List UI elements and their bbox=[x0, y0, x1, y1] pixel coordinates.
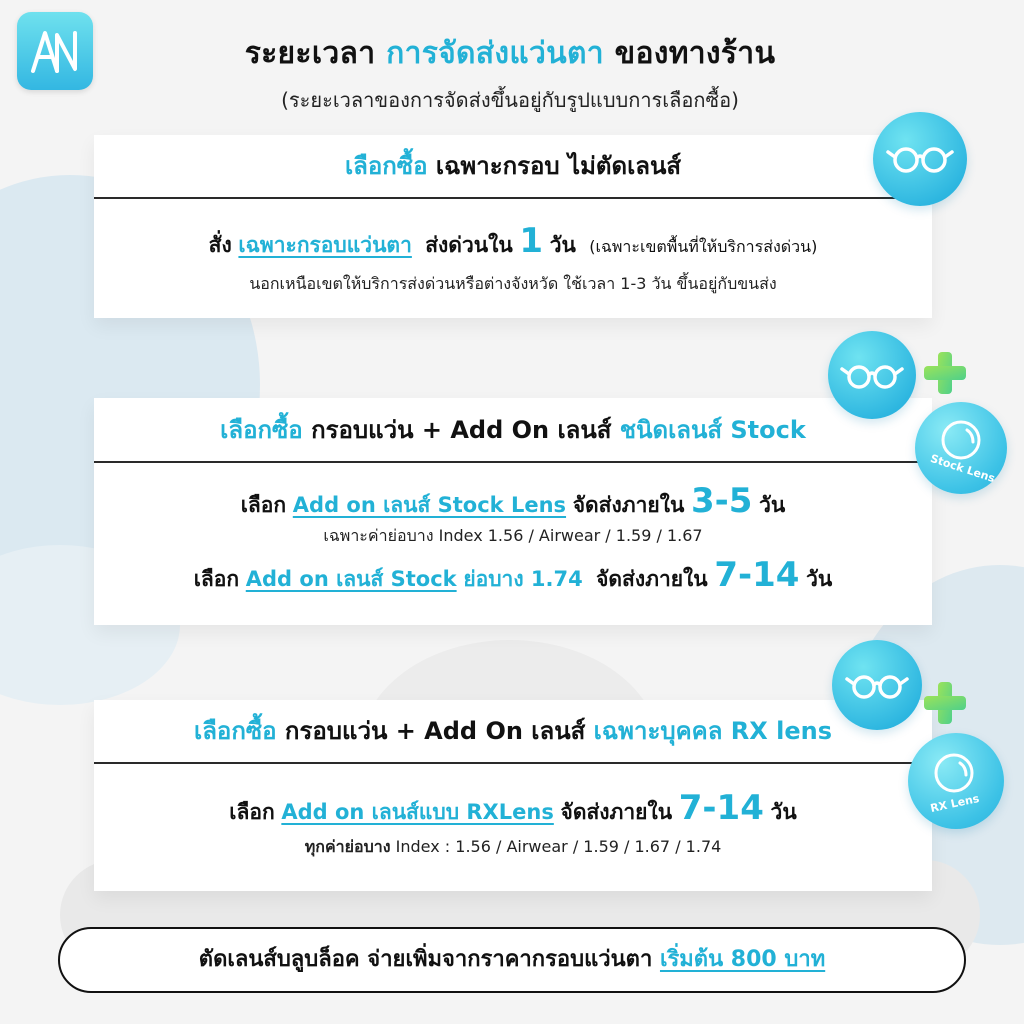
card-body bbox=[94, 481, 932, 596]
brand-logo bbox=[17, 12, 93, 90]
rx-lens-card bbox=[94, 700, 932, 891]
stock-lens-card bbox=[94, 398, 932, 625]
plus-icon bbox=[922, 680, 968, 726]
frame-only-link[interactable]: เฉพาะกรอบแว่นตา bbox=[238, 233, 412, 257]
logo-mark-icon bbox=[27, 23, 83, 79]
delivery-line: สั่ง เฉพาะกรอบแว่นตา ส่งด่วนใน 1 วัน (เฉพาะเขตพื้นที่ให้บริการส่งด่วน) bbox=[208, 221, 818, 261]
plus-icon bbox=[922, 350, 968, 396]
stock-174-link[interactable]: Add on เลนส์ Stock bbox=[245, 567, 457, 591]
index-note: ทุกค่าย่อบาง Index : 1.56 / Airwear / 1.59 / 1.67 / 1.74 bbox=[304, 837, 722, 856]
frame-only-card bbox=[94, 135, 932, 318]
glasses-badge bbox=[873, 112, 967, 206]
page-subtitle: (ระยะเวลาของการจัดส่งขึ้นอยู่กับรูปแบบการเลือกซื้อ) bbox=[281, 88, 739, 112]
price-link[interactable]: เริ่มต้น 800 บาท bbox=[659, 947, 826, 972]
delivery-line: เลือก Add on เลนส์ Stock Lens จัดส่งภายใน 3-5 วัน bbox=[240, 481, 786, 521]
card-header: เลือกซื้อ กรอบแว่น + Add On เลนส์ เฉพาะบุคคล RX lens bbox=[94, 700, 932, 764]
glasses-badge bbox=[832, 640, 922, 730]
stock-lens-link[interactable]: Add on เลนส์ Stock Lens bbox=[292, 493, 567, 517]
rx-lens-badge bbox=[908, 733, 1004, 829]
delivery-line: เลือก Add on เลนส์แบบ RXLens จัดส่งภายใน 7-14 วัน bbox=[229, 788, 797, 828]
page-title: ระยะเวลา การจัดส่งแว่นตา ของทางร้าน bbox=[244, 36, 776, 71]
glasses-icon bbox=[873, 112, 967, 206]
lens-label: Stock Lens bbox=[928, 451, 997, 486]
card-header: เลือกซื้อ เฉพาะกรอบ ไม่ตัดเลนส์ bbox=[94, 135, 932, 199]
card-body bbox=[94, 788, 932, 860]
card-header: เลือกซื้อ กรอบแว่น + Add On เลนส์ ชนิดเลนส์ Stock bbox=[94, 398, 932, 463]
card-body bbox=[94, 221, 932, 297]
glasses-icon bbox=[828, 331, 916, 419]
delivery-line: เลือก Add on เลนส์ Stock ย่อบาง 1.74 จัดส่งภายใน 7-14 วัน bbox=[193, 555, 833, 595]
glasses-icon bbox=[832, 640, 922, 730]
delivery-note: นอกเหนือเขตให้บริการส่งด่วนหรือต่างจังหวัด ใช้เวลา 1-3 วัน ขึ้นอยู่กับขนส่ง bbox=[249, 274, 777, 293]
lens-label: RX Lens bbox=[929, 791, 981, 816]
index-note: เฉพาะค่าย่อบาง Index 1.56 / Airwear / 1.59 / 1.67 bbox=[323, 526, 703, 545]
stock-lens-badge bbox=[915, 402, 1007, 494]
lens-icon bbox=[908, 733, 1004, 829]
glasses-badge bbox=[828, 331, 916, 419]
blue-block-note: ตัดเลนส์บลูบล็อค จ่ายเพิ่มจากราคากรอบแว่นตา เริ่มต้น 800 บาท bbox=[58, 927, 966, 993]
rx-lens-link[interactable]: Add on เลนส์แบบ RXLens bbox=[281, 800, 554, 824]
